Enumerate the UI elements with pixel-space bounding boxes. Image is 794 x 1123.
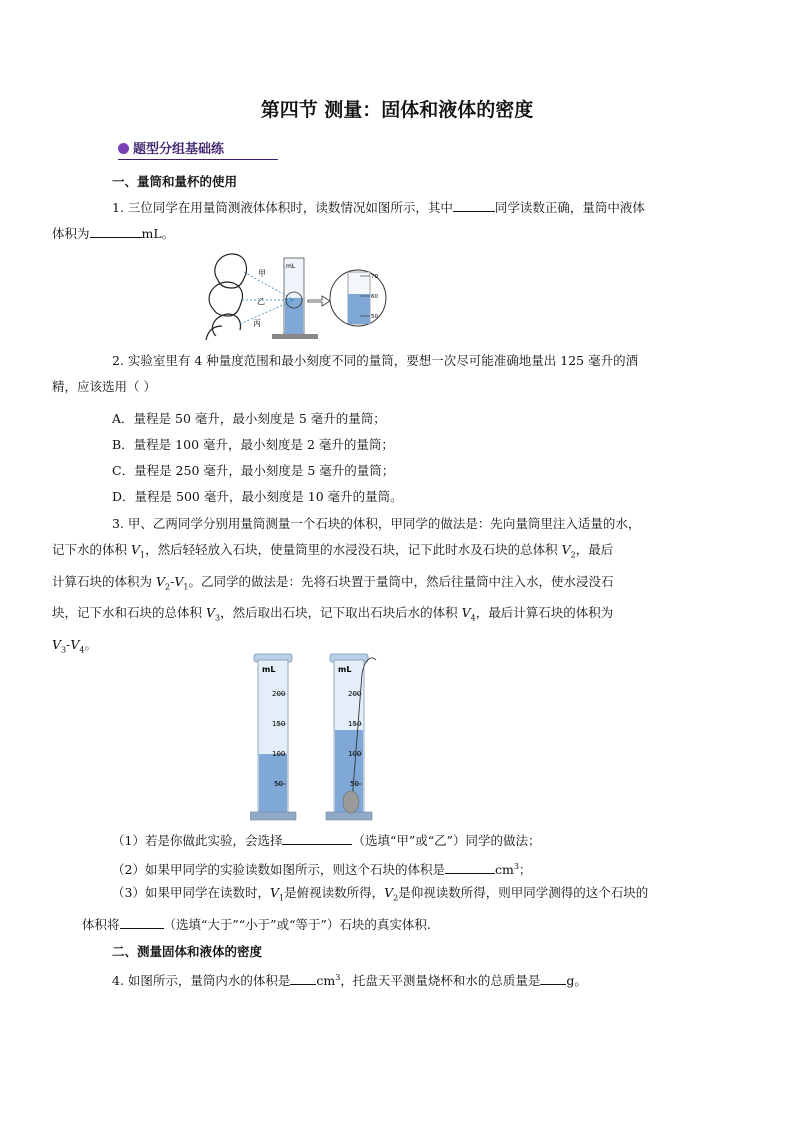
q3-s1b: （选填“甲”或“乙”）同学的做法； xyxy=(352,833,541,848)
q3-line2c: ，最后 xyxy=(575,542,614,557)
var-v2b: V xyxy=(155,573,166,589)
q3-line4c: ，最后计算石块的体积为 xyxy=(475,605,614,620)
cyl1-tick-50: 50 xyxy=(274,780,283,788)
q3-line5b: 。 xyxy=(84,636,97,652)
q1-blank-1[interactable] xyxy=(453,211,495,212)
var-v4b: V xyxy=(70,636,80,652)
q3-s3d: 体积将 xyxy=(82,916,120,932)
cyl1-tick-150: 150 xyxy=(272,720,286,728)
label-yi: 乙 xyxy=(257,297,265,306)
q4-text-b: cm xyxy=(316,973,336,989)
cyl2-unit: mL xyxy=(338,665,352,674)
cyl2-tick-50: 50 xyxy=(350,780,359,788)
q3-sub-1 xyxy=(112,828,712,854)
q3-s1a: （1）若是你做此实验，会选择 xyxy=(112,833,283,848)
question-1 xyxy=(52,195,712,247)
q1-text-a: 1. 三位同学在用量筒测液体体积时，读数情况如图所示，其中 xyxy=(112,200,453,215)
q2-option-d[interactable]: D．量程是 500 毫升，最小刻度是 10 毫升的量筒。 xyxy=(112,489,403,504)
question-3: 3. 甲、乙两同学分别用量筒测量一个石块的体积，甲同学的做法是：先向量筒里注入适量的水， 记下水的体积 $V_1$，然后轻轻放入石块，使量筒里的水浸没石块，记下此时水及石块的总体积 $V_2$，最后 计算石块的体积为 $V_2-V_1$。乙同学的做法是：先将石块置于量筒中，然后往量筒中注入水，使水浸没石 块，记下水和石块的总体积 $V_3$，然后取出石块，记下取出石块后水的体积 $V_4$，最后计算石块的体积为 $V_3-V_4$。 xyxy=(52,516,641,654)
var-v3: V xyxy=(205,605,216,620)
q3-blank-2[interactable] xyxy=(445,873,495,874)
q3-line2a: 记下水的体积 xyxy=(52,542,131,557)
cylinder-jia-before xyxy=(250,654,296,820)
var-v4: V xyxy=(461,605,471,620)
question-4: 4. 如图所示，量筒内水的体积是 $cm^3$，托盘天平测量烧杯和水的总质量是 g。 xyxy=(112,973,587,989)
q1-text-b: 同学读数正确，量筒中液体 xyxy=(494,200,645,215)
q3-line4b: ，然后取出石块，记下取出石块后水的体积 xyxy=(220,605,462,620)
q3-s3c: 是仰视读数所得，则甲同学测得的这个石块的 xyxy=(398,885,649,900)
section-tag xyxy=(118,138,278,160)
var-v2: V xyxy=(561,542,571,557)
q2-stem-line2: 精，应该选用（ ） xyxy=(52,379,156,394)
mag-tick-60: 60 xyxy=(371,294,378,300)
q3-sub-2: （2）如果甲同学的实验读数如图所示，则这个石块的体积是 $cm^3$； xyxy=(112,862,532,878)
q4-text-a: 4. 如图所示，量筒内水的体积是 xyxy=(112,973,291,989)
q1-text-c: 体积为 xyxy=(52,226,90,241)
var-v1c: V xyxy=(269,885,279,900)
q3-figure-cylinders xyxy=(250,652,380,824)
page-title: 第四节 测量：固体和液体的密度 xyxy=(260,99,534,121)
q3-line1: 3. 甲、乙两同学分别用量筒测量一个石块的体积，甲同学的做法是：先向量筒里注入适量的水， xyxy=(112,516,641,531)
q3-line2b: ，然后轻轻放入石块，使量筒里的水浸没石块，记下此时水及石块的总体积 xyxy=(145,542,562,557)
bullet-dot-icon xyxy=(118,143,129,154)
q4-text-d: g。 xyxy=(566,973,587,989)
q1-text-d: mL。 xyxy=(141,226,175,241)
q2-stem-line1: 2. 实验室里有 4 种量度范围和最小刻度不同的量筒，要想一次尽可能准确地量出 125 毫升的酒 xyxy=(112,353,639,368)
graduated-cylinder-small xyxy=(272,258,318,339)
part2-heading: 二、测量固体和液体的密度 xyxy=(112,944,263,959)
q3-s3b: 是俯视读数所得， xyxy=(284,885,385,900)
cyl2-tick-200: 200 xyxy=(348,690,362,698)
q3-s3e: （选填“大于”“小于”或“等于”）石块的真实体积. xyxy=(163,916,431,932)
var-v1: V xyxy=(130,542,141,557)
q3-s2c: ； xyxy=(518,862,532,878)
q1-figure-reading-positions xyxy=(200,250,390,342)
label-bing: 丙 xyxy=(253,319,261,328)
var-v3b: V xyxy=(52,636,62,652)
var-v2c: V xyxy=(384,885,394,900)
section-tag-label: 题型分组基础练 xyxy=(133,142,225,157)
q3-sub-3: （3）如果甲同学在读数时，$V_1$是俯视读数所得，$V_2$是仰视读数所得，则甲同学测得的这个石块的 体积将 （选填“大于”“小于”或“等于”）石块的真实体积. xyxy=(82,885,649,932)
q4-blank-1[interactable] xyxy=(290,984,316,985)
cylinder-jia-after xyxy=(326,654,376,820)
q3-blank-1[interactable] xyxy=(282,844,352,845)
q3-line4a: 块，记下水和石块的总体积 xyxy=(52,605,206,620)
var-v1b: V xyxy=(174,573,184,589)
magnified-view xyxy=(330,270,386,326)
mag-tick-70: 70 xyxy=(371,274,378,280)
q3-line3a: 计算石块的体积为 xyxy=(52,573,156,589)
cyl2-tick-150: 150 xyxy=(348,720,362,728)
part1-heading: 一、量筒和量杯的使用 xyxy=(112,174,238,189)
q3-blank-3[interactable] xyxy=(120,928,164,929)
mag-tick-50: 50 xyxy=(371,314,378,320)
q3-line3b: 。乙同学的做法是：先将石块置于量筒中，然后往量筒中注入水，使水浸没石 xyxy=(188,573,614,589)
q4-blank-2[interactable] xyxy=(540,984,566,985)
cyl2-tick-100: 100 xyxy=(348,750,362,758)
label-jia: 甲 xyxy=(258,269,266,278)
q1-blank-2[interactable] xyxy=(90,237,142,238)
cyl-small-unit: mL xyxy=(286,263,296,270)
q2-option-b[interactable]: B．量程是 100 毫升，最小刻度是 2 毫升的量筒； xyxy=(112,437,394,452)
student-heads-icon xyxy=(206,254,246,340)
q2-option-c[interactable]: C．量程是 250 毫升，最小刻度是 5 毫升的量筒； xyxy=(112,463,395,478)
q3-s2a: （2）如果甲同学的实验读数如图所示，则这个石块的体积是 xyxy=(112,862,445,878)
stone-icon xyxy=(343,791,359,813)
q4-text-c: ，托盘天平测量烧杯和水的总质量是 xyxy=(340,973,541,989)
cyl1-unit: mL xyxy=(262,665,276,674)
cyl1-tick-200: 200 xyxy=(272,690,286,698)
q3-s2b: cm xyxy=(494,862,514,878)
q3-s3a: （3）如果甲同学在读数时， xyxy=(112,885,270,900)
cyl1-tick-100: 100 xyxy=(272,750,286,758)
question-2 xyxy=(52,348,712,400)
q2-option-a[interactable]: A．量程是 50 毫升，最小刻度是 5 毫升的量筒； xyxy=(112,411,386,426)
arrow-right-icon xyxy=(308,296,330,306)
